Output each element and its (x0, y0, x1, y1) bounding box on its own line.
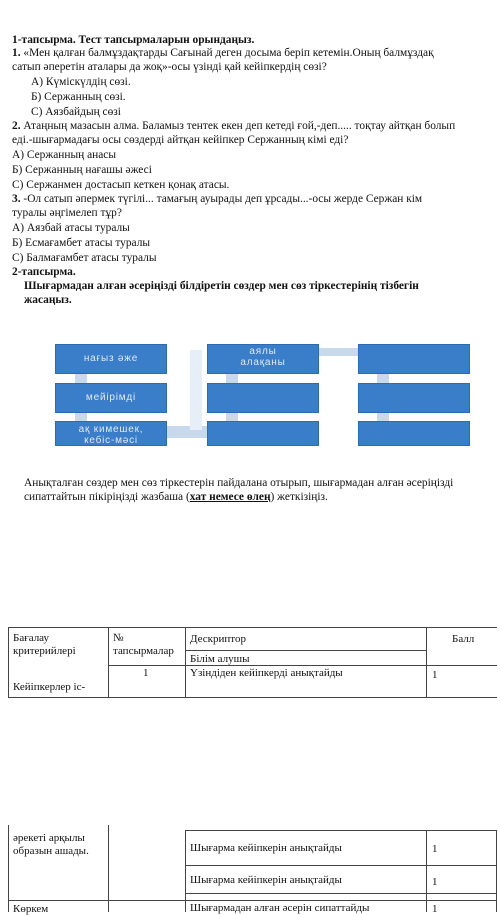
row-criteria-line-1: әрекеті арқылы (13, 832, 85, 844)
diagram-box-caring-hands-line-2: алақаны (240, 357, 286, 368)
table-border (185, 893, 497, 894)
table-border (185, 830, 497, 831)
question-3-line-1 (12, 193, 422, 206)
row-1-criteria: Кейіпкерлер іс- (13, 681, 86, 693)
row-4-score: 1 (432, 903, 438, 915)
diagram-box-real-grandmother: нағыз әже (55, 344, 167, 374)
task2-paragraph-line-1: Анықталған сөздер мен сөз тіркестерін пайдалана отырып, шығармадан алған әсеріңізді (24, 477, 454, 489)
task2-instruction-line-1: Шығармадан алған әсеріңізді білдіретін сөздер мен сөз тіркестерінің тізбегін (24, 280, 419, 292)
task2-paragraph-text-b: ) жеткізіңіз. (270, 491, 328, 503)
row-2-score: 1 (432, 843, 438, 855)
table-border (185, 627, 186, 698)
task2-paragraph-emphasis: хат немесе өлең (189, 491, 271, 503)
header-score: Балл (452, 633, 475, 645)
task2-paragraph-line-2 (24, 491, 328, 504)
question-1-line-2: сатып әперетін аталары да жоқ»-осы үзінді қай кейіпкердің сөзі? (12, 61, 327, 73)
question-3-text: -Ол сатып әпермек түгілі... тамағың ауырады деп ұрсады...-осы жерде Сержан кім (20, 193, 423, 205)
table-border (108, 825, 109, 912)
task2-heading: 2-тапсырма. (12, 266, 76, 278)
table-border (185, 865, 497, 866)
header-task-number-line-2: тапсырмалар (113, 645, 174, 657)
diagram-box-empty (358, 344, 470, 374)
row-3-descriptor: Шығарма кейіпкерін анықтайды (190, 874, 342, 886)
diagram-box-white-kerchief-line-1: ақ кимешек, (78, 424, 144, 435)
question-2-option-a: А) Сержанның анасы (12, 149, 116, 161)
row-3-score: 1 (432, 876, 438, 888)
subheader-student: Білім алушы (190, 653, 250, 665)
question-2-line-1 (12, 120, 455, 133)
diagram-connector (319, 348, 358, 356)
question-3-line-2: туралы әңгімелеп тұр? (12, 207, 122, 219)
question-3-option-b: Б) Есмағамбет атасы туралы (12, 237, 151, 249)
table-border (426, 627, 427, 698)
question-2-option-c: С) Сержанмен достасып кеткен қонақ атасы. (12, 179, 230, 191)
question-1-option-a: А) Күміскүлдің сөзі. (31, 76, 131, 88)
diagram-box-white-kerchief (55, 421, 167, 446)
diagram-box-caring-hands (207, 344, 319, 374)
table-border (8, 825, 9, 912)
diagram-box-caring-hands-line-1: аялы (249, 346, 277, 357)
table-border (108, 665, 497, 666)
question-3-option-a: А) Аязбай атасы туралы (12, 222, 130, 234)
diagram-box-white-kerchief-line-2: кебіс-мәсі (84, 435, 138, 446)
question-3-option-c: С) Балмағамбет атасы туралы (12, 252, 157, 264)
diagram-box-empty (207, 383, 319, 413)
question-2-line-2: еді.-шығармадағы осы сөздерді айтқан кейіпкер Сержанның кімі еді? (12, 134, 349, 146)
row-1-descriptor: Үзіндіден кейіпкерді анықтайды (190, 667, 343, 679)
question-1-option-c: С) Аязбайдың сөзі (31, 106, 121, 118)
task2-paragraph-text-a: сипаттайтын пікіріңізді жазбаша ( (24, 491, 190, 503)
question-2-number: 2. (12, 120, 21, 132)
header-criteria-line-2: критерийлері (13, 645, 76, 657)
row-1-score: 1 (432, 669, 438, 681)
header-task-number-line-1: № (113, 632, 124, 644)
table-border (8, 627, 497, 628)
diagram-box-empty (358, 421, 470, 446)
question-3-number: 3. (12, 193, 21, 205)
question-1-number: 1. (12, 47, 21, 59)
question-1-option-b: Б) Сержанның сөзі. (31, 91, 126, 103)
row-1-task-number: 1 (143, 667, 149, 679)
header-descriptor: Дескриптор (190, 633, 246, 645)
table-border (8, 627, 9, 698)
question-1-text: «Мен қалған балмұздақтарды Сағынай деген досыма беріп кетемін.Оның балмұздақ (20, 47, 434, 59)
row-2-descriptor: Шығарма кейіпкерін анықтайды (190, 842, 342, 854)
question-2-text: Атаңның мазасын алма. Баламыз тентек екен деп кетеді ғой,-деп..... тоқтау айтқан болып (20, 120, 456, 132)
table-border (8, 900, 497, 901)
diagram-box-empty (207, 421, 319, 446)
row-4-criteria: Көркем (13, 903, 49, 915)
header-criteria-line-1: Бағалау (13, 632, 50, 644)
diagram-connector (190, 350, 202, 430)
diagram-box-kind: мейірімді (55, 383, 167, 413)
question-1-line-1 (12, 47, 434, 60)
table-border (108, 627, 109, 698)
row-criteria-line-2: образын ашады. (13, 845, 89, 857)
question-2-option-b: Б) Сержанның нағашы әжесі (12, 164, 152, 176)
task1-heading: 1-тапсырма. Тест тапсырмаларын орындаңыз. (12, 34, 255, 46)
task2-instruction-line-2: жасаңыз. (24, 294, 72, 306)
table-border (185, 650, 426, 651)
diagram-box-empty (358, 383, 470, 413)
row-4-descriptor: Шығармадан алған әсерін сипаттайды (190, 902, 370, 914)
table-border (8, 697, 497, 698)
